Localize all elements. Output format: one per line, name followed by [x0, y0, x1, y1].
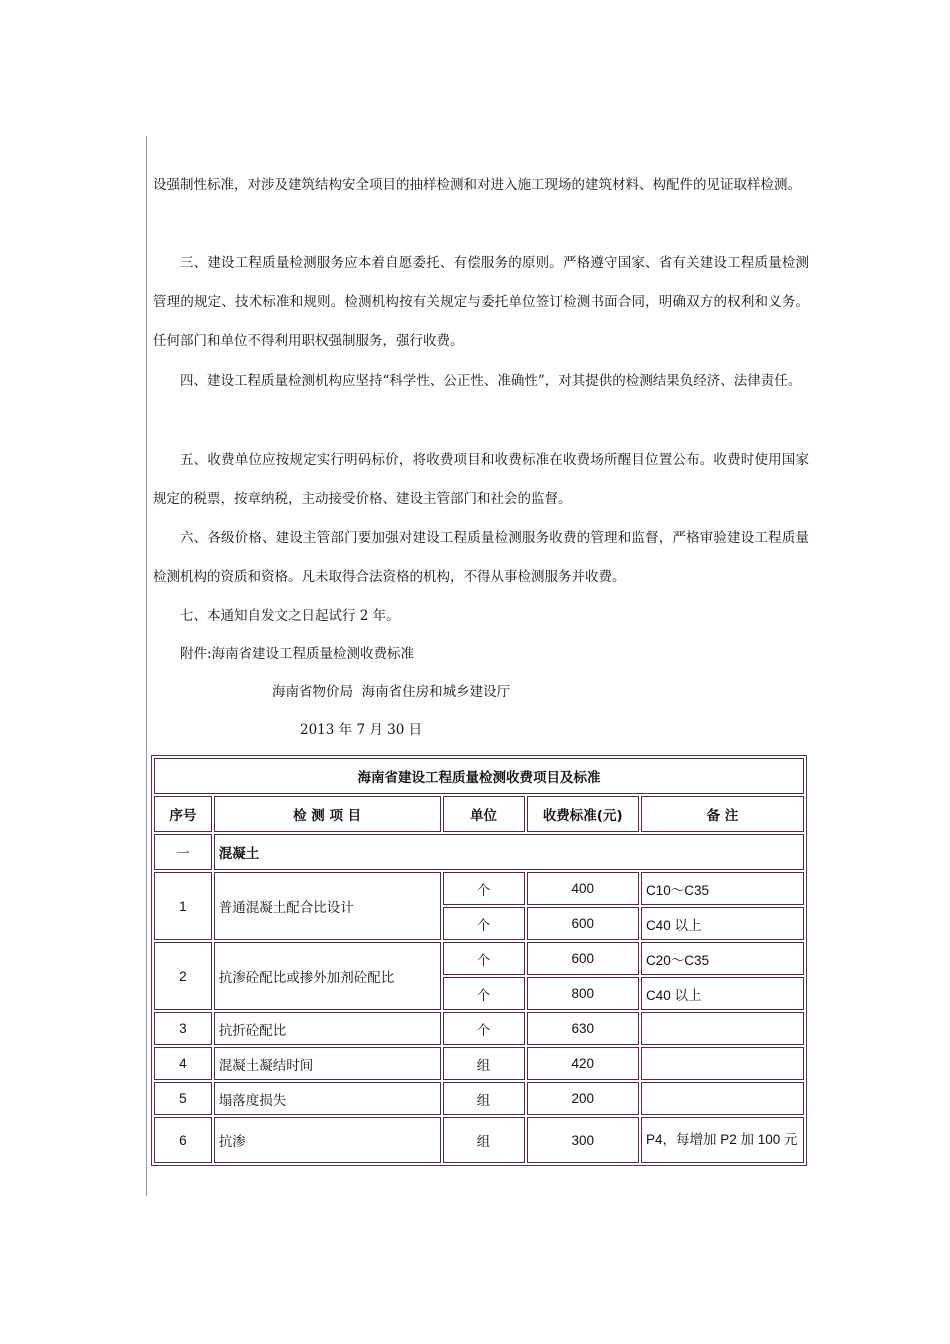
- table-row: [154, 1117, 804, 1163]
- table-row: [154, 1082, 804, 1115]
- row-item: 抗渗: [214, 1117, 441, 1163]
- row-unit: 个: [443, 942, 525, 975]
- signature-organizations: 海南省物价局 海南省住房和城乡建设厅: [272, 684, 511, 700]
- row-note: C40 以上: [641, 907, 804, 940]
- row-item: 塌落度损失: [214, 1082, 441, 1115]
- table-header-row: [154, 796, 804, 832]
- page-left-rule: [146, 136, 147, 1196]
- table-title: 海南省建设工程质量检测收费项目及标准: [154, 758, 804, 794]
- row-unit: 个: [443, 1012, 525, 1045]
- row-fee: 400: [527, 872, 639, 905]
- row-note: C20～C35: [641, 942, 804, 975]
- header-serial: 序号: [154, 796, 212, 832]
- signature-date: 2013 年 7 月 30 日: [300, 722, 423, 738]
- row-unit: 组: [443, 1047, 525, 1080]
- row-item: 混凝土凝结时间: [214, 1047, 441, 1080]
- table-row: [154, 1012, 804, 1045]
- row-serial: 5: [154, 1082, 212, 1115]
- section-row: [154, 834, 804, 870]
- row-serial: 6: [154, 1117, 212, 1163]
- row-unit: 组: [443, 1082, 525, 1115]
- row-unit: 个: [443, 872, 525, 905]
- header-fee: 收费标准(元): [527, 796, 639, 832]
- row-fee: 600: [527, 942, 639, 975]
- row-unit: 组: [443, 1117, 525, 1163]
- row-item: 抗折砼配比: [214, 1012, 441, 1045]
- row-fee: 800: [527, 977, 639, 1010]
- row-serial: 2: [154, 942, 212, 1010]
- section-name: 混凝土: [214, 834, 804, 870]
- section-number: 一: [154, 834, 212, 870]
- row-note: C40 以上: [641, 977, 804, 1010]
- paragraph-5: 五、收费单位应按规定实行明码标价，将收费项目和收费标准在收费场所醒目位置公布。收费时使用国家规定的税票，按章纳税，主动接受价格、建设主管部门和社会的监督。: [153, 452, 809, 507]
- row-fee: 600: [527, 907, 639, 940]
- row-item: 普通混凝土配合比设计: [214, 872, 441, 940]
- paragraph-3: 三、建设工程质量检测服务应本着自愿委托、有偿服务的原则。严格遵守国家、省有关建设工程质量检测管理的规定、技术标准和规则。检测机构按有关规定与委托单位签订检测书面合同，明确双方的权利和义务。任何部门和单位不得利用职权强制服务，强行收费。: [153, 255, 809, 349]
- table-row: [154, 872, 804, 905]
- row-fee: 300: [527, 1117, 639, 1163]
- header-item: 检 测 项 目: [214, 796, 441, 832]
- paragraph-4: 四、建设工程质量检测机构应坚持“科学性、公正性、准确性”，对其提供的检测结果负经济、法律责任。: [180, 373, 802, 389]
- row-unit: 个: [443, 977, 525, 1010]
- row-serial: 1: [154, 872, 212, 940]
- row-fee: 200: [527, 1082, 639, 1115]
- fee-standard-table: [151, 755, 807, 1166]
- header-note: 备 注: [641, 796, 804, 832]
- paragraph-1: 设强制性标准，对涉及建筑结构安全项目的抽样检测和对进入施工现场的建筑材料、构配件的见证取样检测。: [153, 177, 801, 193]
- row-note: [641, 1082, 804, 1115]
- attachment-line: 附件:海南省建设工程质量检测收费标准: [180, 646, 415, 662]
- table-row: [154, 1047, 804, 1080]
- row-note: [641, 1012, 804, 1045]
- table-title-row: [154, 758, 804, 794]
- paragraph-6: 六、各级价格、建设主管部门要加强对建设工程质量检测服务收费的管理和监督，严格审验建设工程质量检测机构的资质和资格。凡未取得合法资格的机构，不得从事检测服务并收费。: [153, 530, 809, 585]
- header-unit: 单位: [443, 796, 525, 832]
- row-item: 抗渗砼配比或掺外加剂砼配比: [214, 942, 441, 1010]
- row-note: P4，每增加 P2 加 100 元: [641, 1117, 804, 1163]
- row-note: C10～C35: [641, 872, 804, 905]
- table-row: [154, 942, 804, 975]
- row-note: [641, 1047, 804, 1080]
- row-fee: 420: [527, 1047, 639, 1080]
- paragraph-7: 七、本通知自发文之日起试行 2 年。: [180, 608, 400, 624]
- row-serial: 4: [154, 1047, 212, 1080]
- row-fee: 630: [527, 1012, 639, 1045]
- row-unit: 个: [443, 907, 525, 940]
- row-serial: 3: [154, 1012, 212, 1045]
